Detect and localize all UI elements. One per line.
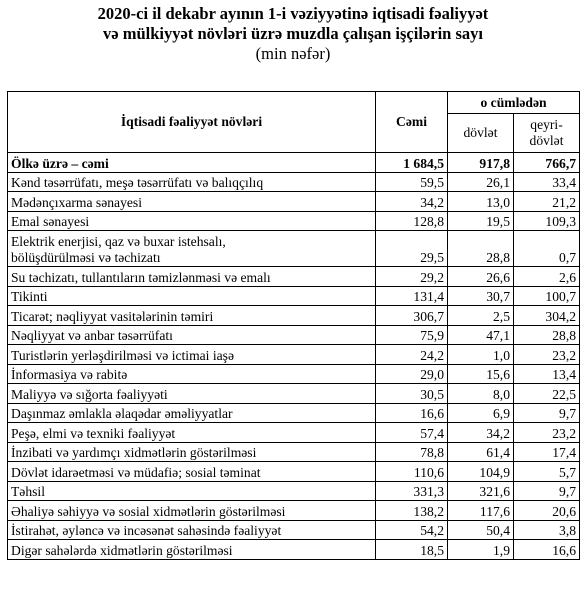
row-name: Təhsil	[8, 481, 376, 501]
row-name: Su təchizatı, tullantıların təmizlənməsi və emalı	[8, 267, 376, 287]
row-name: Mədənçıxarma sənayesi	[8, 192, 376, 212]
row-total: 59,5	[376, 172, 448, 192]
row-nonstate: 766,7	[514, 153, 580, 173]
row-nonstate: 28,8	[514, 325, 580, 345]
row-total: 78,8	[376, 442, 448, 462]
table-row	[8, 501, 580, 521]
row-total: 29,0	[376, 364, 448, 384]
row-state: 28,8	[448, 231, 514, 267]
row-total: 29,2	[376, 267, 448, 287]
row-name: Maliyyə və sığorta fəaliyyəti	[8, 384, 376, 404]
row-name: Digər sahələrdə xidmətlərin göstərilməsi	[8, 540, 376, 560]
row-nonstate: 100,7	[514, 286, 580, 306]
table-row	[8, 231, 580, 267]
row-name: Əhaliyə səhiyyə və sosial xidmətlərin göstərilməsi	[8, 501, 376, 521]
row-nonstate: 5,7	[514, 462, 580, 482]
table-row	[8, 520, 580, 540]
header-nonstate-line1: qeyri-	[530, 117, 563, 132]
row-nonstate: 3,8	[514, 520, 580, 540]
table-row	[8, 325, 580, 345]
table-body	[8, 153, 580, 560]
table-row	[8, 172, 580, 192]
table-row	[8, 423, 580, 443]
header-state-label: dövlət	[463, 125, 498, 140]
row-nonstate: 33,4	[514, 172, 580, 192]
row-name: İnzibati və yardımçı xidmətlərin göstərilməsi	[8, 442, 376, 462]
row-nonstate: 13,4	[514, 364, 580, 384]
row-total: 24,2	[376, 345, 448, 365]
table-row	[8, 462, 580, 482]
row-state: 1,0	[448, 345, 514, 365]
row-nonstate: 0,7	[514, 231, 580, 267]
row-nonstate: 20,6	[514, 501, 580, 521]
row-nonstate: 21,2	[514, 192, 580, 212]
table-row	[8, 442, 580, 462]
row-name: Ticarət; nəqliyyat vasitələrinin təmiri	[8, 306, 376, 326]
table-row	[8, 211, 580, 231]
row-name: Tikinti	[8, 286, 376, 306]
row-name	[8, 231, 376, 267]
row-name: Emal sənayesi	[8, 211, 376, 231]
row-total: 34,2	[376, 192, 448, 212]
row-nonstate: 17,4	[514, 442, 580, 462]
row-state: 61,4	[448, 442, 514, 462]
row-total: 18,5	[376, 540, 448, 560]
row-state: 917,8	[448, 153, 514, 173]
row-state: 2,5	[448, 306, 514, 326]
row-nonstate: 23,2	[514, 345, 580, 365]
row-total: 75,9	[376, 325, 448, 345]
row-nonstate: 16,6	[514, 540, 580, 560]
row-state: 321,6	[448, 481, 514, 501]
row-name: Peşə, elmi və texniki fəaliyyət	[8, 423, 376, 443]
row-name: Nəqliyyat və anbar təsərrüfatı	[8, 325, 376, 345]
row-total: 128,8	[376, 211, 448, 231]
row-state: 30,7	[448, 286, 514, 306]
document-title	[0, 4, 586, 44]
row-name: Kənd təsərrüfatı, meşə təsərrüfatı və balıqçılıq	[8, 172, 376, 192]
row-state: 13,0	[448, 192, 514, 212]
row-name: Ölkə üzrə – cəmi	[8, 153, 376, 173]
row-state: 50,4	[448, 520, 514, 540]
row-total: 1 684,5	[376, 153, 448, 173]
row-state: 6,9	[448, 403, 514, 423]
row-total: 16,6	[376, 403, 448, 423]
row-name: İstirahət, əyləncə və incəsənət sahəsində fəaliyyət	[8, 520, 376, 540]
row-state: 26,6	[448, 267, 514, 287]
row-name: Turistlərin yerləşdirilməsi və ictimai iaşə	[8, 345, 376, 365]
document-page	[0, 4, 586, 594]
employees-table	[7, 91, 580, 560]
row-total: 110,6	[376, 462, 448, 482]
table-row	[8, 345, 580, 365]
row-total: 57,4	[376, 423, 448, 443]
row-name-line1: Elektrik enerjisi, qaz və buxar istehsalı,	[11, 234, 226, 249]
row-nonstate: 109,3	[514, 211, 580, 231]
row-state: 34,2	[448, 423, 514, 443]
header-nonstate	[514, 114, 580, 153]
row-state: 104,9	[448, 462, 514, 482]
row-total: 331,3	[376, 481, 448, 501]
row-name: Daşınmaz əmlakla əlaqədar əməliyyatlar	[8, 403, 376, 423]
table-row	[8, 384, 580, 404]
row-total: 131,4	[376, 286, 448, 306]
table-row	[8, 481, 580, 501]
row-nonstate: 2,6	[514, 267, 580, 287]
table-row	[8, 540, 580, 560]
header-including: o cümlədən	[448, 92, 580, 114]
title-line-1: 2020-ci il dekabr ayının 1-i vəziyyətinə iqtisadi fəaliyyət	[97, 4, 489, 23]
row-nonstate: 22,5	[514, 384, 580, 404]
header-nonstate-line2: dövlət	[529, 133, 564, 148]
row-state: 26,1	[448, 172, 514, 192]
row-nonstate: 9,7	[514, 481, 580, 501]
row-total: 138,2	[376, 501, 448, 521]
table-row	[8, 286, 580, 306]
header-total: Cəmi	[376, 92, 448, 153]
row-nonstate: 304,2	[514, 306, 580, 326]
table-row	[8, 267, 580, 287]
row-name: Dövlət idarəetməsi və müdafiə; sosial təminat	[8, 462, 376, 482]
row-total: 30,5	[376, 384, 448, 404]
row-state: 8,0	[448, 384, 514, 404]
header-activity: İqtisadi fəaliyyət növləri	[8, 92, 376, 153]
table-row	[8, 306, 580, 326]
row-state: 19,5	[448, 211, 514, 231]
row-total: 306,7	[376, 306, 448, 326]
row-nonstate: 23,2	[514, 423, 580, 443]
row-name-line2: bölüşdürülməsi və təchizatı	[11, 250, 161, 265]
table-row	[8, 192, 580, 212]
row-total: 29,5	[376, 231, 448, 267]
table-row	[8, 403, 580, 423]
table-row	[8, 364, 580, 384]
row-state: 47,1	[448, 325, 514, 345]
row-state: 117,6	[448, 501, 514, 521]
row-nonstate: 9,7	[514, 403, 580, 423]
table-row	[8, 153, 580, 173]
table-header	[8, 92, 580, 153]
row-name: İnformasiya və rabitə	[8, 364, 376, 384]
row-state: 1,9	[448, 540, 514, 560]
unit-label: (min nəfər)	[255, 44, 331, 63]
header-state	[448, 114, 514, 153]
title-line-2: və mülkiyyət növləri üzrə muzdla çalışan işçilərin sayı	[103, 24, 483, 43]
row-total: 54,2	[376, 520, 448, 540]
row-state: 15,6	[448, 364, 514, 384]
